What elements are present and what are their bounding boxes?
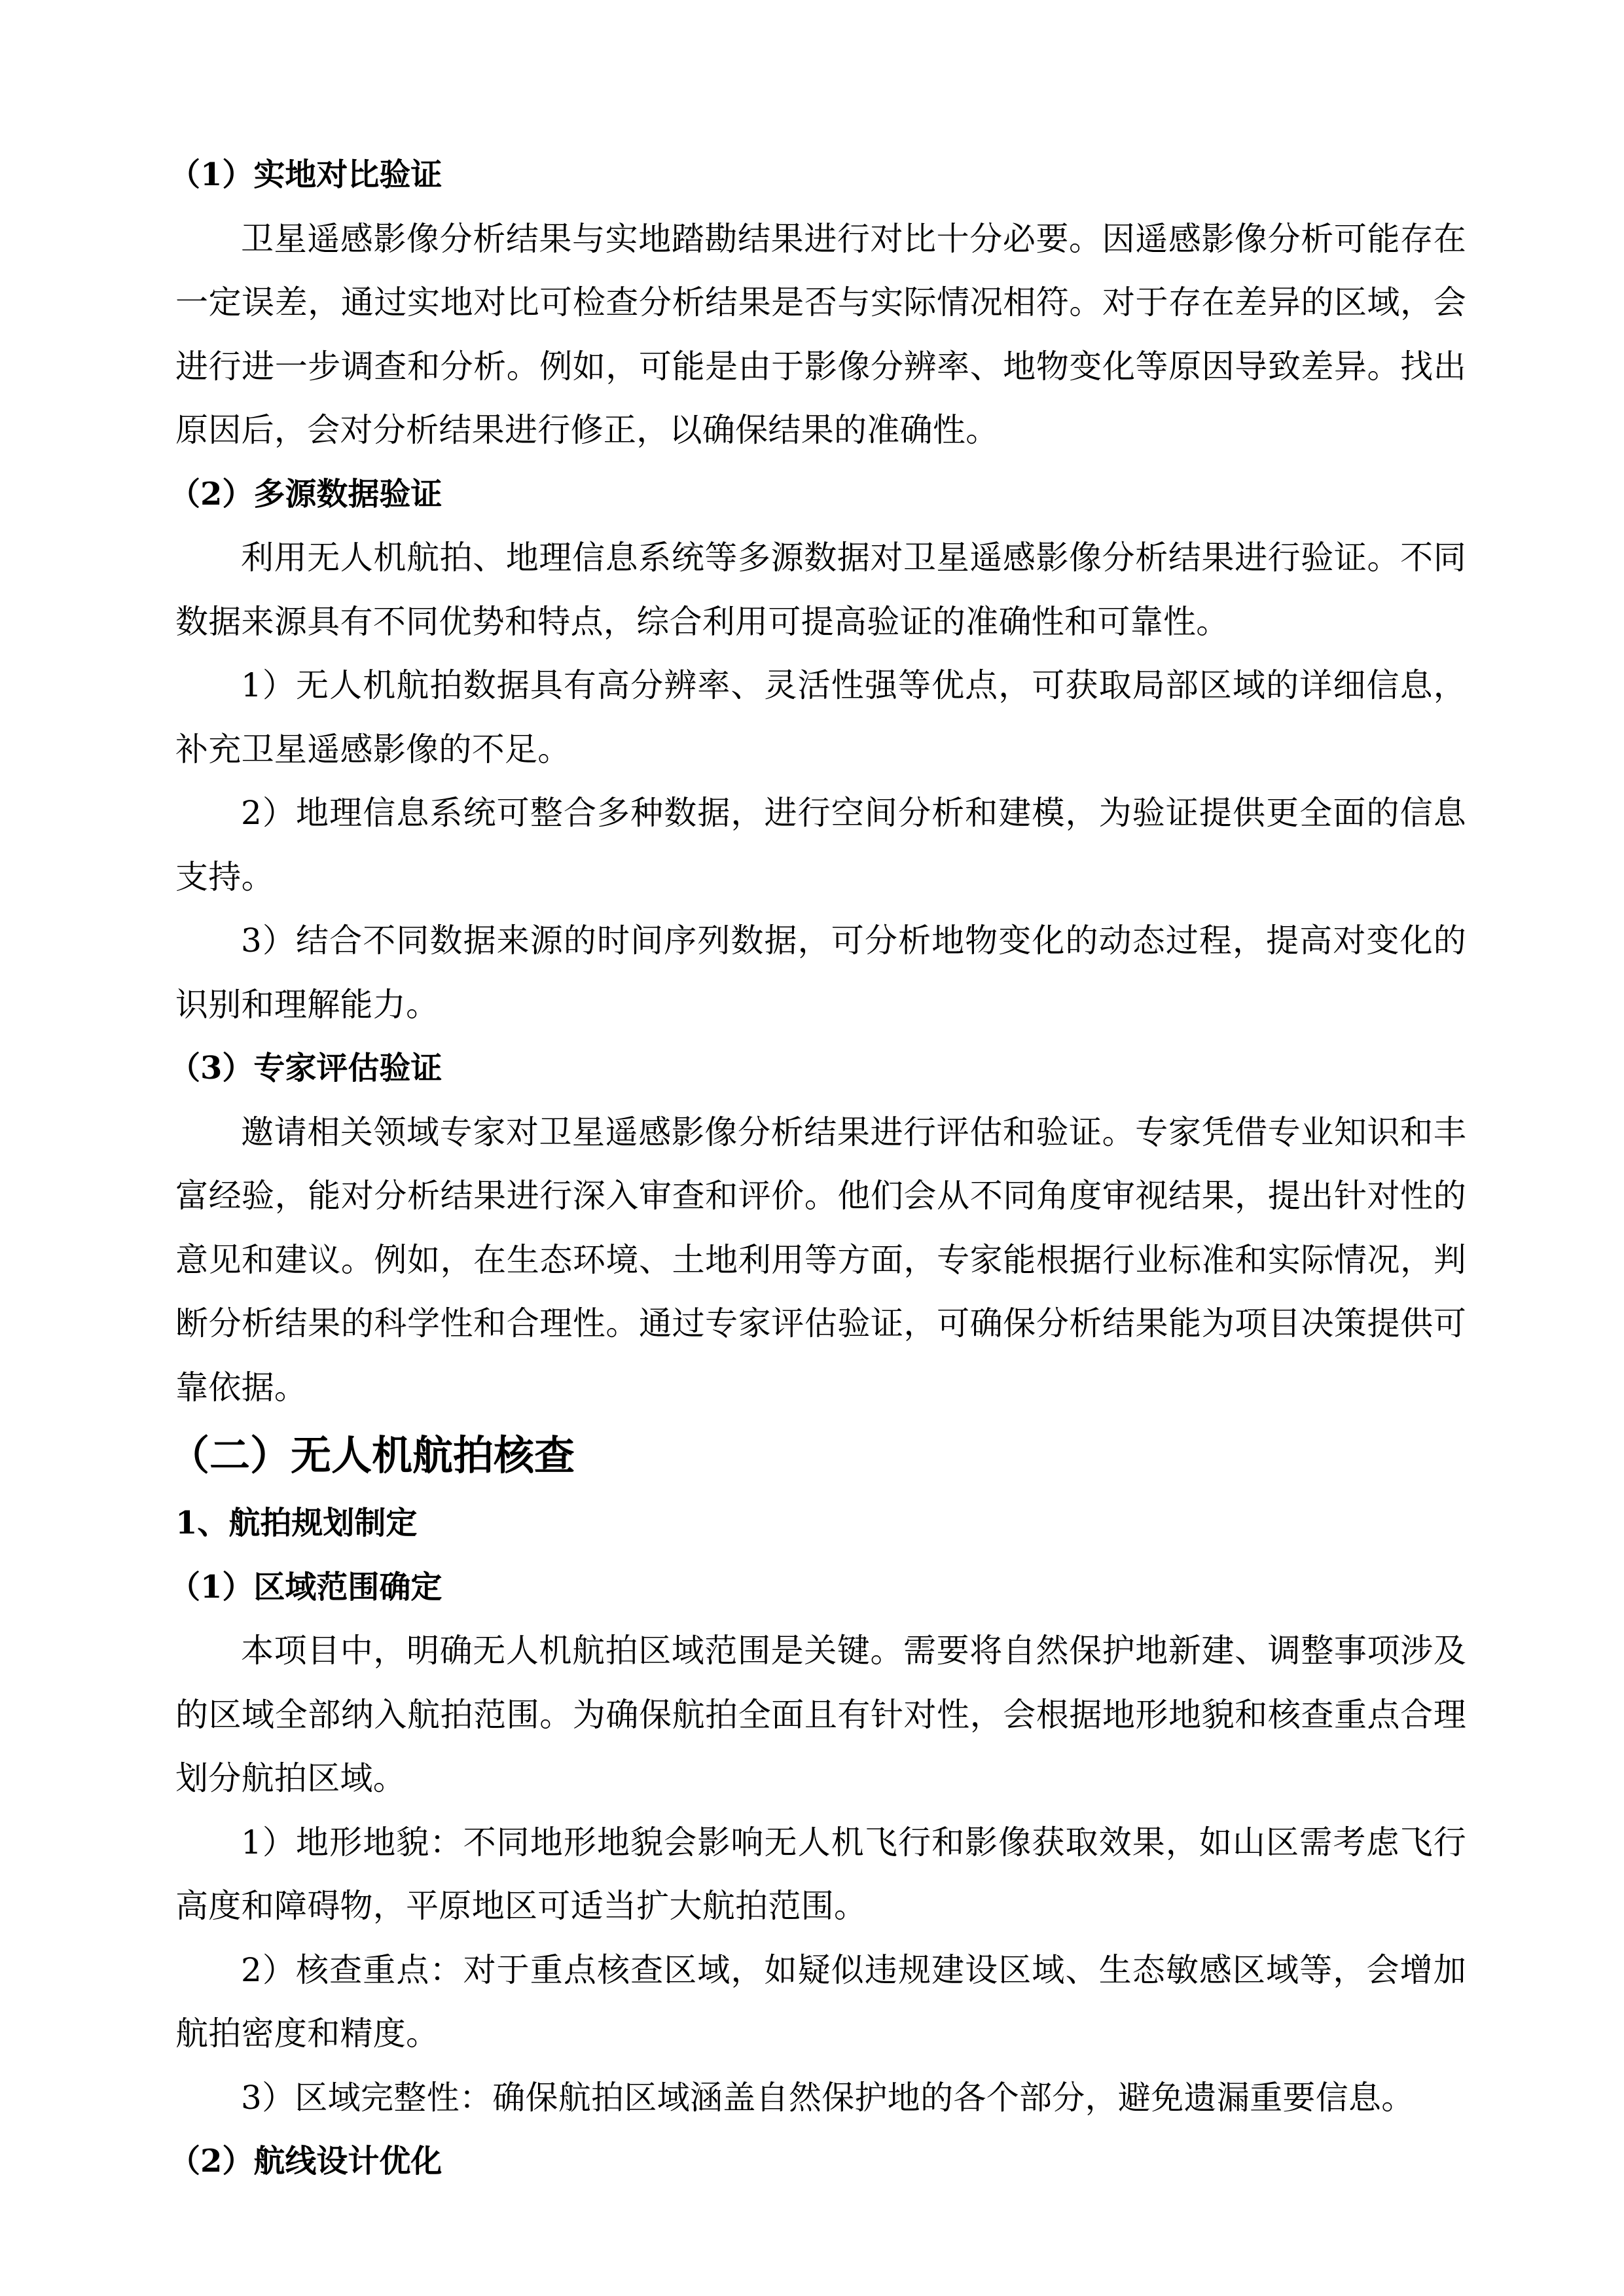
paragraph: 邀请相关领域专家对卫星遥感影像分析结果进行评估和验证。专家凭借专业知识和丰富经验，能对分析结果进行深入审查和评价。他们会从不同角度审视结果，提出针对性的意见和建议。例如，在生态环境、土地利用等方面，专家能根据行业标准和实际情况，判断分析结果的科学性和合理性。通过专家评估验证，可确保分析结果能为项目决策提供可靠依据。 — [175, 1113, 1466, 1407]
paragraph: 本项目中，明确无人机航拍区域范围是关键。需要将自然保护地新建、调整事项涉及的区域全部纳入航拍范围。为确保航拍全面且有针对性，会根据地形地貌和核查重点合理划分航拍区域。 — [175, 1632, 1466, 1797]
paragraph: 卫星遥感影像分析结果与实地踏勘结果进行对比十分必要。因遥感影像分析可能存在一定误差，通过实地对比可检查分析结果是否与实际情况相符。对于存在差异的区域，会进行进一步调查和分析。例如，可能是由于影像分辨率、地物变化等原因导致差异。找出原因后，会对分析结果进行修正，以确保结果的准确性。 — [175, 219, 1466, 449]
list-item: 3）结合不同数据来源的时间序列数据，可分析地物变化的动态过程，提高对变化的识别和理解能力。 — [175, 922, 1466, 1024]
paragraph: 利用无人机航拍、地理信息系统等多源数据对卫星遥感影像分析结果进行验证。不同数据来源具有不同优势和特点，综合利用可提高验证的准确性和可靠性。 — [175, 539, 1466, 641]
subheading-flight-planning: 1、航拍规划制定 — [175, 1505, 418, 1541]
list-item: 1）地形地貌：不同地形地貌会影响无人机飞行和影像获取效果，如山区需考虑飞行高度和障碍物，平原地区可适当扩大航拍范围。 — [175, 1823, 1466, 1925]
heading-area-scope: （1）区域范围确定 — [169, 1568, 442, 1605]
heading-field-comparison: （1）实地对比验证 — [169, 156, 442, 193]
heading-multisource-validation: （2）多源数据验证 — [169, 475, 442, 512]
section-heading-drone-inspection: （二）无人机航拍核查 — [169, 1431, 575, 1479]
heading-route-design: （2）航线设计优化 — [169, 2143, 442, 2179]
list-item: 2）地理信息系统可整合多种数据，进行空间分析和建模，为验证提供更全面的信息支持。 — [175, 794, 1466, 896]
heading-expert-evaluation: （3）专家评估验证 — [169, 1050, 442, 1086]
list-item: 2）核查重点：对于重点核查区域，如疑似违规建设区域、生态敏感区域等，会增加航拍密度和精度。 — [175, 1950, 1466, 2053]
list-item: 1）无人机航拍数据具有高分辨率、灵活性强等优点，可获取局部区域的详细信息，补充卫星遥感影像的不足。 — [175, 666, 1466, 768]
document-page — [169, 143, 1466, 2194]
list-item: 3）区域完整性：确保航拍区域涵盖自然保护地的各个部分，避免遗漏重要信息。 — [241, 2078, 1415, 2117]
